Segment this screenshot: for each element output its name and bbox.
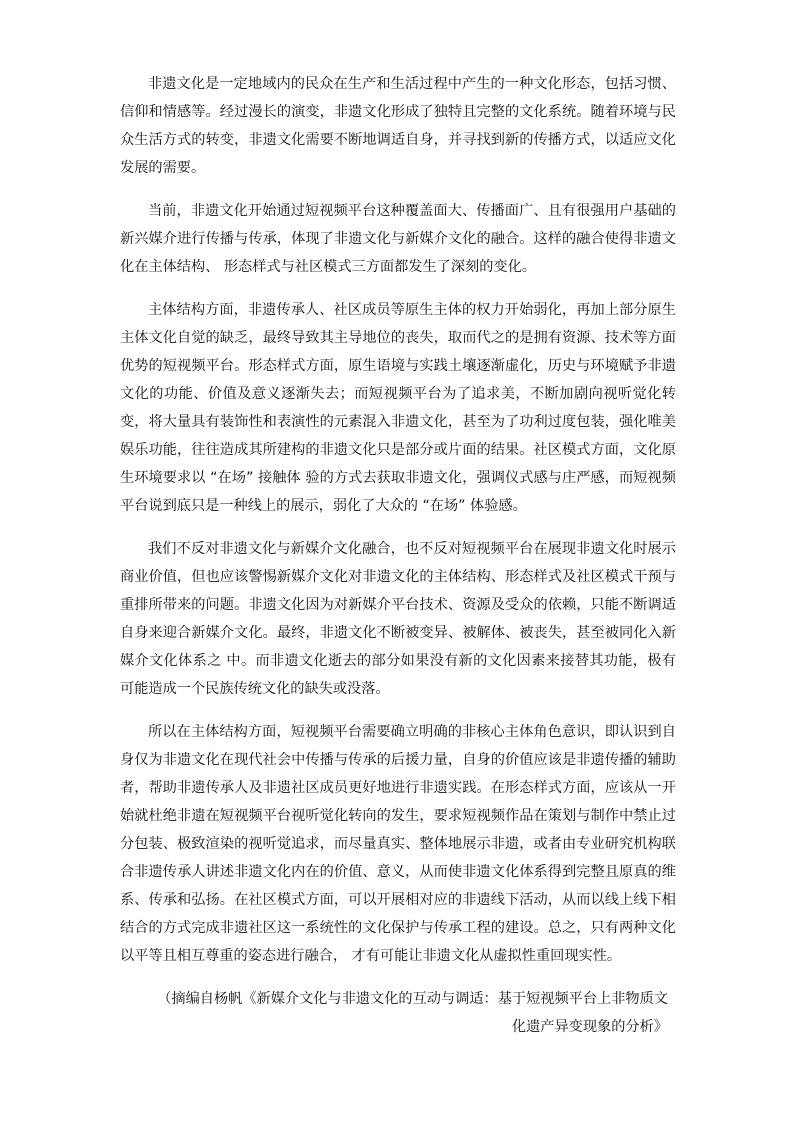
paragraph-4: 我们不反对非遗文化与新媒介文化融合，也不反对短视频平台在展现非遗文化时展示商业价值，但也应该警惕新媒介文化对非遗文化的主体结构、形态样式及社区模式干预与重排所带来的问题。非遗文化因为对新媒介平台技术、资源及受众的依赖，只能不断调适自身来迎合新媒介文化。最终，非遗文化不断被变异、被解体、被丧失，甚至被同化入新媒介文化体系之 中。而非遗文化逝去的部分如果没有新的文化因素来接替其功能，极有可能造成一个民族传统文化的缺失或没落。 — [120, 541, 676, 697]
paragraph-3: 主体结构方面，非遗传承人、社区成员等原生主体的权力开始弱化，再加上部分原生主体文化自觉的缺乏，最终导致其主导地位的丧失，取而代之的是拥有资源、技术等方面优势的短视频平台。形态样式方面，原生语境与实践土壤逐渐虚化，历史与环境赋予非遗文化的功能、价值及意义逐渐失去；而短视频平台为了追求美，不断加剧向视听觉化转变，将大量具有装饰性和表演性的元素混入非遗文化，甚至为了功利过度包装，强化唯美娱乐功能，往往造成其所建构的非遗文化只是部分或片面的结果。社区模式方面，文化原生环境要求以 “在场” 接触体 验的方式去获取非遗文化，强调仪式感与庄严感，而短视频平台说到底只是一种线上的展示，弱化了大众的 “在场” 体验感。 — [120, 302, 676, 514]
paragraph-5: 所以在主体结构方面，短视频平台需要确立明确的非核心主体角色意识，即认识到自身仅为非遗文化在现代社会中传播与传承的后援力量，自身的价值应该是非遗传播的辅助者，帮助非遗传承人及非遗社区成员更好地进行非遗实践。在形态样式方面，应该从一开始就杜绝非遗在短视频平台视听觉化转向的发生，要求短视频作品在策划与制作中禁止过分包装、极致渲染的视听觉追求，而尽量真实、整体地展示非遗，或者由专业研究机构联合非遗传承人讲述非遗文化内在的价值、意义，从而使非遗文化体系得到完整且原真的维系、传承和弘扬。在社区模式方面，可以开展相对应的非遗线下活动，从而以线上线下相结合的方式完成非遗社区这一系统性的文化保护与传承工程的建设。总之，只有两种文化以平等且相互尊重的姿态进行融合， 才有可能让非遗文化从虚拟性重回现实性。 — [120, 724, 676, 964]
paragraph-1: 非遗文化是一定地域内的民众在生产和生活过程中产生的一种文化形态，包括习惯、信仰和情感等。经过漫长的演变，非遗文化形成了独特且完整的文化系统。随着环境与民众生活方式的转变，非遗文化需要不断地调适自身，并寻找到新的传播方式，以适应文化发展的需要。 — [120, 76, 676, 176]
paragraph-2: 当前，非遗文化开始通过短视频平台这种覆盖面大、传播面广、且有很强用户基础的新兴媒介进行传播与传承，体现了非遗文化与新媒介文化的融合。这样的融合使得非遗文化在主体结构、 形态样式与社区模式三方面都发生了深刻的变化。 — [120, 203, 676, 275]
source-citation: （摘编自杨帆《新媒介文化与非遗文化的互动与调适：基于短视频平台上非物质文化遗产异变现象的分析》 — [157, 991, 668, 1035]
document-page — [120, 70, 676, 1041]
